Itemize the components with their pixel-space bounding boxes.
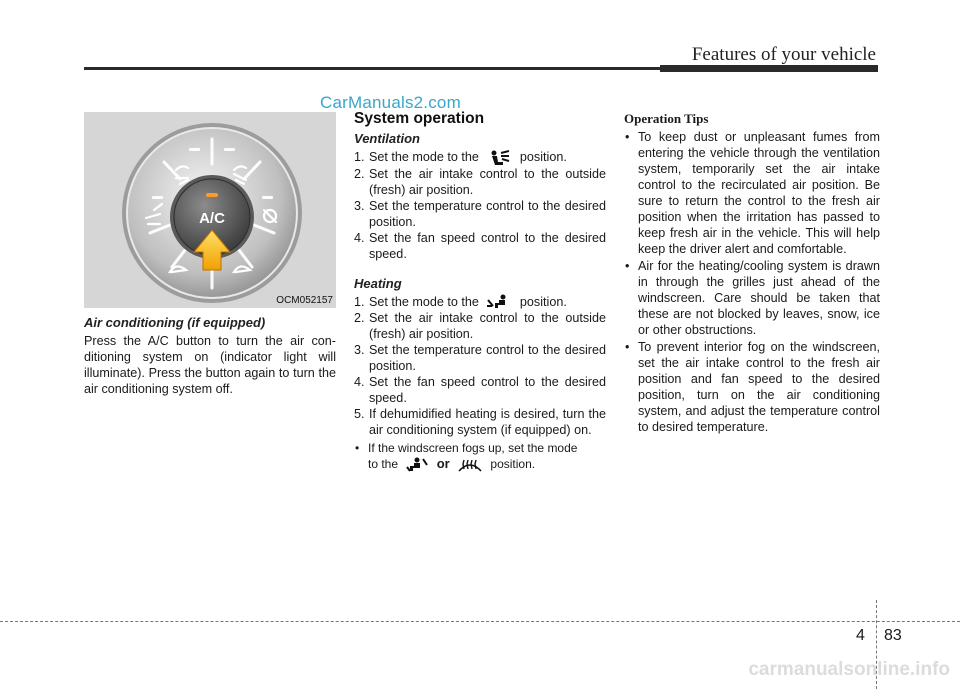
footer-rule bbox=[0, 621, 960, 622]
step-text: Set the air intake control to the outside (fresh) air position. bbox=[369, 311, 606, 342]
step-text-before: Set the mode to the bbox=[369, 294, 479, 309]
step-text: Set the fan speed control to the desired speed. bbox=[369, 230, 606, 261]
step-number: 3. bbox=[354, 198, 365, 213]
page-number: 83 bbox=[884, 627, 902, 644]
floor-defrost-mode-icon bbox=[405, 457, 429, 473]
ac-heading: Air conditioning (if equipped) bbox=[84, 315, 266, 330]
bullet-text-to: to the bbox=[368, 457, 399, 472]
heating-step-4 bbox=[354, 374, 606, 406]
step-text: Set the fan speed control to the desired speed. bbox=[369, 375, 606, 406]
left-column bbox=[84, 315, 336, 397]
tip-item: • To prevent interior fog on the windscreen, set the air intake control to the fresh air position and fan speed to the desired position, turn on the air conditioning system, and adjust the temperature control to desired temperature. bbox=[624, 339, 880, 435]
step-text-after: position. bbox=[519, 294, 567, 309]
climate-control-figure bbox=[84, 112, 336, 308]
heating-heading: Heating bbox=[354, 275, 402, 291]
climate-control-illustration bbox=[84, 112, 336, 308]
watermark-top: CarManuals2.com bbox=[320, 93, 461, 112]
operation-tips-heading: Operation Tips bbox=[624, 111, 709, 126]
section-title: Features of your vehicle bbox=[691, 44, 876, 65]
step-text-before: Set the mode to the bbox=[369, 150, 479, 164]
middle-column bbox=[354, 111, 606, 474]
system-operation-title: System operation bbox=[354, 110, 485, 127]
step-number: 5. bbox=[354, 407, 365, 422]
step-number: 4. bbox=[354, 375, 365, 390]
chapter-number: 4 bbox=[856, 627, 865, 644]
bullet-text-line1: If the windscreen fogs up, set the mode bbox=[368, 441, 578, 456]
ventilation-step-2 bbox=[354, 166, 606, 198]
header-rule-accent bbox=[660, 65, 878, 72]
step-number: 2. bbox=[354, 311, 365, 326]
ventilation-step-3 bbox=[354, 198, 606, 230]
step-number: 3. bbox=[354, 343, 365, 358]
watermark-bottom: carmanualsonline.info bbox=[748, 659, 950, 680]
step-text: Set the temperature control to the desired position. bbox=[369, 343, 606, 374]
floor-mode-icon bbox=[486, 294, 512, 310]
tip-item: • To keep dust or unpleasant fumes from entering the vehicle through the ventilation system, temporarily set the air intake control to the recirculated air position. Be sure to return the control to the fresh air position when the irritation has passed to keep fresh air in the vehicle. This will help keep the driver alert and comfortable. bbox=[624, 129, 880, 257]
step-text-after: position. bbox=[519, 150, 567, 164]
ventilation-heading: Ventilation bbox=[354, 131, 420, 146]
step-number: 2. bbox=[354, 166, 365, 181]
tip-item: • Air for the heating/cooling system is drawn in through the grilles just ahead of the windscreen. Care should be taken that these are not blocked by leaves, snow, ice or other obstructions. bbox=[624, 258, 880, 338]
heating-step-1 bbox=[354, 294, 606, 311]
step-number: 4. bbox=[354, 230, 365, 245]
step-number: 1. bbox=[354, 150, 365, 164]
heating-step-3 bbox=[354, 342, 606, 374]
heating-step-5 bbox=[354, 406, 606, 438]
ac-button-label: A/C bbox=[199, 210, 225, 227]
bullet-or: or bbox=[436, 456, 450, 472]
ac-body: Press the A/C button to turn the air conditioning system on (indicator light will illuminate). Press the button again to turn the air conditioning system off. bbox=[84, 334, 336, 396]
face-vent-mode-icon bbox=[486, 150, 512, 166]
windscreen-fog-bullet bbox=[354, 440, 606, 473]
heating-step-2 bbox=[354, 310, 606, 342]
right-column bbox=[624, 111, 880, 436]
step-text: Set the air intake control to the outside (fresh) air position. bbox=[369, 166, 606, 197]
ventilation-step-1 bbox=[354, 149, 606, 166]
bullet-text-after: position. bbox=[490, 457, 536, 472]
step-number: 1. bbox=[354, 294, 365, 309]
step-text: If dehumidified heating is desired, turn the air conditioning system (if equipped) on. bbox=[369, 407, 606, 438]
step-text: Set the temperature control to the desired position. bbox=[369, 198, 606, 229]
ventilation-step-4 bbox=[354, 230, 606, 262]
figure-code: OCM052157 bbox=[276, 295, 333, 306]
defrost-icon bbox=[457, 457, 483, 473]
